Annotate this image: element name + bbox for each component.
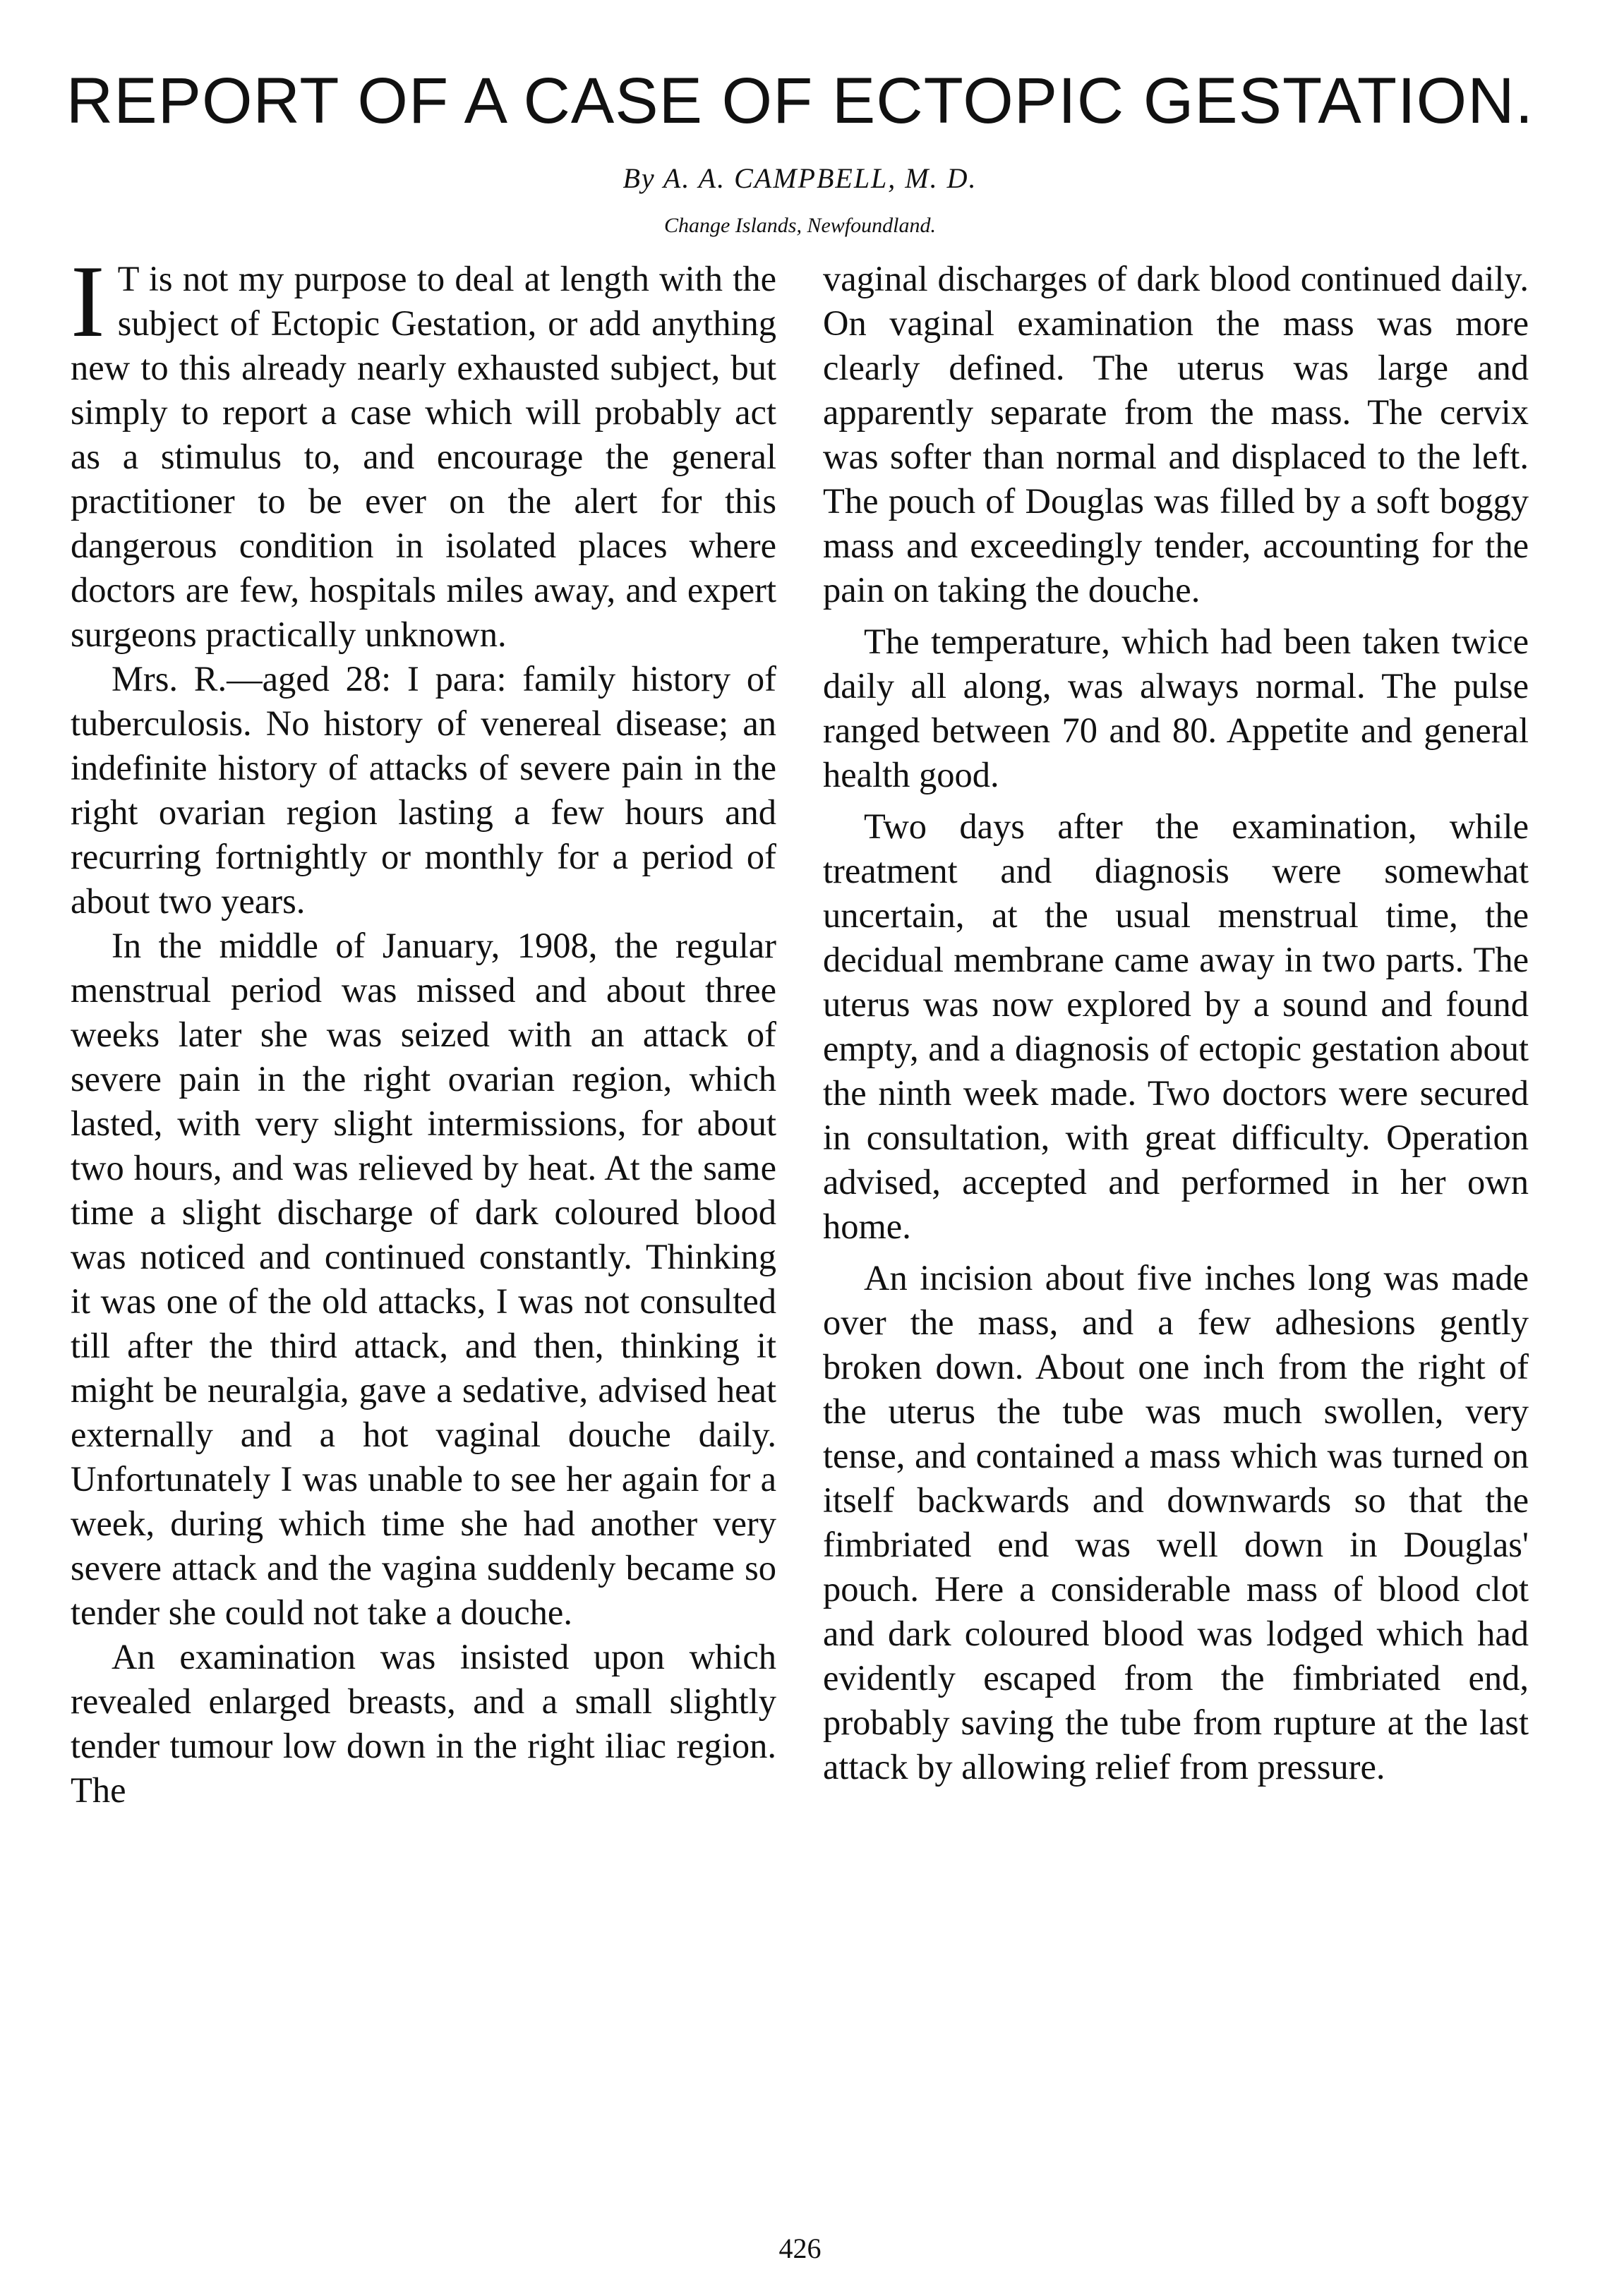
paragraph-examination: An examination was insisted upon which revealed enlarged breasts, and a small slightly tender tumour low down in the right iliac region. The <box>71 1637 776 1810</box>
paragraph-intro-text: T is not my purpose to deal at length with the subject of Ectopic Gestation, or add anything new to this already nearly exhausted subject, but simply to report a case which will probably act as a stimulus to, and encourage the general practitioner to be ever on the alert for this dangerous condition in isolated places where doctors are few, hospitals miles away, and expert surgeons practically unknown. <box>71 259 776 654</box>
paragraph-temperature: The temperature, which had been taken twice daily all along, was always normal. The pulse ranged between 70 and 80. Appetite and general health good. <box>823 622 1529 794</box>
paragraph-history: Mrs. R.—aged 28: I para: family history of tuberculosis. No history of venereal disease; an indefinite history of attacks of severe pain in the right ovarian region lasting a few hours and recurring fortnightly or monthly for a period of about two years. <box>71 659 776 921</box>
article-title: REPORT OF A CASE OF ECTOPIC GESTATION. <box>66 65 1534 137</box>
drop-cap: I <box>71 244 105 358</box>
author-affiliation: Change Islands, Newfoundland. <box>663 214 936 237</box>
page-number: 426 <box>778 2232 822 2264</box>
paragraph-diagnosis: Two days after the examination, while treatment and diagnosis were somewhat uncertain, at the usual menstrual time, the decidual membrane came away in two parts. The uterus was now explored by a sound and found empty, and a diagnosis of ectopic gestation about the ninth week made. Two doctors were secured in consultation, with great difficulty. Operation advised, accepted and performed in her own home. <box>823 806 1529 1246</box>
paragraph-intro <box>71 244 776 657</box>
paragraph-onset: In the middle of January, 1908, the regular menstrual period was missed and about three weeks later she was seized with an attack of severe pain in the right ovarian region, which lasted, with very slight intermissions, for about two hours, and was relieved by heat. At the same time a slight discharge of dark coloured blood was noticed and continued constantly. Thinking it was one of the old attacks, I was not consulted till after the third attack, and then, thinking it might be neuralgia, gave a sedative, advised heat externally and a hot vaginal douche daily. Unfortunately I was unable to see her again for a week, during which time she had another very severe attack and the vagina suddenly became so tender she could not take a douche. <box>71 926 776 1632</box>
right-column <box>823 257 1529 1789</box>
paragraph-operation: An incision about five inches long was made over the mass, and a few adhesions gently broken down. About one inch from the right of the uterus the tube was much swollen, very tense, and contained a mass which was turned on itself backwards and downwards so that the fimbriated end was well down in Douglas' pouch. Here a considerable mass of blood clot and dark coloured blood was lodged which had evidently escaped from the fimbriated end, probably saving the tube from rupture at the last attack by allowing relief from pressure. <box>823 1258 1529 1787</box>
paragraph-continued: vaginal discharges of dark blood continued daily. On vaginal examination the mass was more clearly defined. The uterus was large and apparently separate from the mass. The cervix was softer than normal and displaced to the left. The pouch of Douglas was filled by a soft boggy mass and exceedingly tender, accounting for the pain on taking the douche. <box>823 259 1529 610</box>
author-byline: By A. A. CAMPBELL, M. D. <box>622 162 978 194</box>
left-column <box>71 244 776 1813</box>
